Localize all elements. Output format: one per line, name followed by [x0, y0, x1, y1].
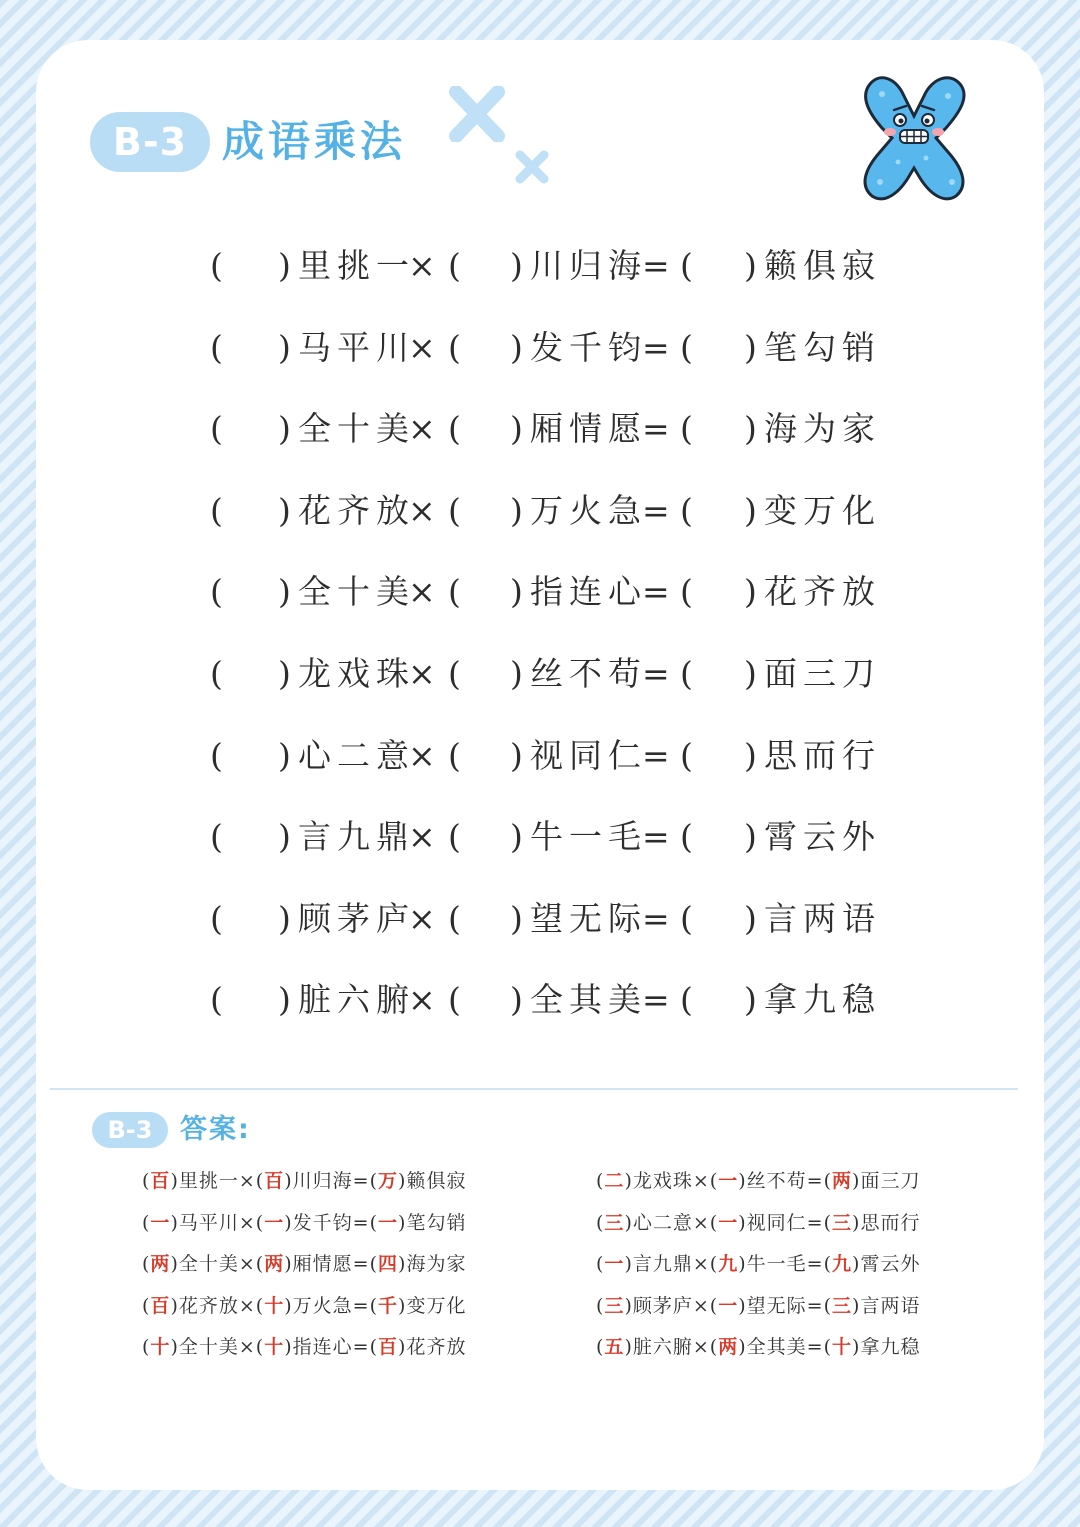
answer-text: (: [596, 1336, 605, 1358]
exercise-row: [210, 318, 910, 378]
answer-text: =: [806, 1253, 824, 1275]
idiom-b: 丝不苟: [530, 654, 647, 693]
answer-text: (: [142, 1170, 151, 1192]
answer-text: (: [596, 1170, 605, 1192]
answer-text: ): [852, 1211, 861, 1234]
answer-text: ): [624, 1211, 633, 1234]
idiom-b: 川归海: [530, 246, 647, 285]
answer-text: 发千钧: [292, 1211, 353, 1234]
blank-2[interactable]: ( ): [448, 246, 523, 285]
answer-text: ): [624, 1336, 633, 1358]
exercise-row: [210, 970, 910, 1030]
answer-text: ×: [238, 1294, 256, 1317]
idiom-a: 龙戏珠: [298, 654, 415, 693]
answer-text: ): [170, 1253, 179, 1275]
answer-text: ): [170, 1170, 179, 1192]
idiom-a: 全十美: [298, 409, 415, 449]
idiom-c: 面三刀: [764, 654, 881, 693]
times-sign: ×: [408, 654, 436, 693]
answer-text: (: [369, 1336, 379, 1358]
answer-text: ): [398, 1170, 407, 1192]
equals-sign: =: [642, 572, 670, 612]
answer-text: (: [709, 1211, 719, 1234]
answer-text: ): [738, 1211, 747, 1234]
answer-text: (: [255, 1170, 265, 1192]
answer-badge: B-3: [92, 1112, 168, 1148]
answer-text: (: [823, 1294, 833, 1317]
answer-text: ×: [692, 1336, 710, 1358]
answer-text: =: [806, 1170, 824, 1192]
answer-text: ): [284, 1336, 293, 1358]
answer-number: 三: [832, 1294, 853, 1317]
idiom-b: 发千钧: [530, 327, 647, 367]
x-mascot-icon: [852, 70, 976, 202]
idiom-c: 霄云外: [764, 817, 881, 857]
times-sign: ×: [408, 572, 436, 612]
equals-sign: =: [642, 246, 670, 285]
answer-text: ): [284, 1253, 293, 1275]
blank-3[interactable]: ( ): [680, 409, 757, 449]
answer-text: (: [709, 1336, 719, 1358]
blank-1[interactable]: ( ): [210, 490, 291, 530]
small-x-decoration-icon: [514, 150, 550, 184]
idiom-b: 牛一毛: [530, 817, 647, 857]
answer-text: ×: [238, 1336, 256, 1358]
answer-text: (: [823, 1170, 833, 1192]
answer-text: ): [170, 1336, 179, 1358]
answer-line: [596, 1332, 920, 1362]
answer-text: (: [709, 1253, 719, 1275]
times-sign: ×: [408, 409, 436, 449]
answer-number: 十: [264, 1294, 285, 1317]
exercise-row: [210, 644, 910, 704]
page-title: 成语乘法: [222, 117, 407, 166]
equals-sign: =: [642, 980, 670, 1020]
blank-2[interactable]: ( ): [448, 735, 523, 775]
blank-1[interactable]: ( ): [210, 735, 291, 775]
answer-text: ×: [692, 1294, 710, 1317]
idiom-b: 望无际: [530, 898, 647, 938]
idiom-a: 心二意: [298, 735, 415, 775]
idiom-c: 笔勾销: [764, 327, 881, 367]
answer-text: (: [255, 1253, 265, 1275]
idiom-a: 言九鼎: [298, 817, 415, 857]
answer-text: 霄云外: [860, 1253, 921, 1275]
answer-text: ): [624, 1170, 633, 1192]
blank-3[interactable]: ( ): [680, 980, 757, 1020]
answer-number: 一: [264, 1211, 285, 1234]
idiom-b: 全其美: [530, 980, 647, 1020]
blank-1[interactable]: ( ): [210, 898, 291, 938]
idiom-c: 海为家: [764, 409, 881, 449]
equals-sign: =: [642, 735, 670, 775]
answer-text: =: [352, 1294, 370, 1317]
answer-number: 十: [832, 1336, 853, 1358]
answer-text: (: [142, 1294, 151, 1317]
answer-text: 丝不苟: [746, 1170, 807, 1192]
answer-text: 籁俱寂: [406, 1170, 467, 1192]
answer-text: =: [806, 1294, 824, 1317]
blank-1[interactable]: ( ): [210, 654, 291, 693]
answer-text: 全其美: [746, 1336, 807, 1358]
blank-2[interactable]: ( ): [448, 817, 523, 857]
answer-number: 一: [150, 1211, 171, 1234]
answer-number: 三: [604, 1211, 625, 1234]
answer-text: 指连心: [292, 1336, 353, 1358]
answer-text: ×: [238, 1170, 256, 1192]
answer-line: [142, 1166, 466, 1196]
answer-line: [596, 1249, 920, 1279]
large-x-decoration-icon: [448, 86, 506, 142]
answer-text: ×: [692, 1170, 710, 1192]
answer-text: 厢情愿: [292, 1253, 353, 1275]
idiom-c: 花齐放: [764, 572, 881, 612]
answer-text: 思而行: [860, 1211, 921, 1234]
blank-1[interactable]: ( ): [210, 980, 291, 1020]
blank-2[interactable]: ( ): [448, 490, 523, 530]
answer-number: 一: [718, 1211, 739, 1234]
answer-text: (: [255, 1211, 265, 1234]
blank-3[interactable]: ( ): [680, 490, 757, 530]
idiom-c: 拿九稳: [764, 980, 881, 1020]
answer-line: [596, 1291, 920, 1321]
answer-text: 海为家: [406, 1253, 467, 1275]
idiom-b: 万火急: [530, 490, 647, 530]
answer-number: 十: [264, 1336, 285, 1358]
answer-text: (: [823, 1211, 833, 1234]
blank-2[interactable]: ( ): [448, 980, 523, 1020]
exercise-row: [210, 807, 910, 867]
answer-text: 视同仁: [746, 1211, 807, 1234]
answer-text: (: [596, 1294, 605, 1317]
answer-text: 万火急: [292, 1294, 353, 1317]
answer-number: 五: [604, 1336, 625, 1358]
blank-2[interactable]: ( ): [448, 898, 523, 938]
answer-text: (: [255, 1336, 265, 1358]
blank-1[interactable]: ( ): [210, 817, 291, 857]
times-sign: ×: [408, 490, 436, 530]
answer-number: 一: [718, 1170, 739, 1192]
blank-1[interactable]: ( ): [210, 327, 291, 367]
answer-text: 川归海: [292, 1170, 353, 1192]
times-sign: ×: [408, 246, 436, 285]
blank-2[interactable]: ( ): [448, 654, 523, 693]
answer-text: ): [738, 1170, 747, 1192]
answer-text: 变万化: [406, 1294, 467, 1317]
answer-text: ): [284, 1170, 293, 1192]
answer-text: 里挑一: [178, 1170, 239, 1192]
answer-number: 十: [150, 1336, 171, 1358]
answer-text: ): [398, 1294, 407, 1317]
answer-text: (: [142, 1211, 151, 1234]
answer-number: 万: [378, 1170, 399, 1192]
answer-text: 望无际: [746, 1294, 807, 1317]
answer-text: ): [398, 1253, 407, 1275]
blank-3[interactable]: ( ): [680, 735, 757, 775]
idiom-b: 视同仁: [530, 735, 647, 775]
idiom-a: 里挑一: [298, 246, 415, 285]
blank-3[interactable]: ( ): [680, 572, 757, 612]
blank-1[interactable]: ( ): [210, 246, 291, 285]
answer-text: (: [369, 1170, 379, 1192]
answer-number: 两: [150, 1253, 171, 1275]
idiom-a: 脏六腑: [298, 980, 415, 1020]
answer-number: 两: [718, 1336, 739, 1358]
answer-number: 一: [604, 1253, 625, 1275]
idiom-a: 花齐放: [298, 490, 415, 530]
answer-text: ): [852, 1336, 861, 1358]
answer-text: 花齐放: [406, 1336, 467, 1358]
equals-sign: =: [642, 654, 670, 693]
answer-text: ): [284, 1294, 293, 1317]
exercise-row: [210, 562, 910, 622]
equals-sign: =: [642, 898, 670, 938]
equals-sign: =: [642, 409, 670, 449]
idiom-a: 马平川: [298, 327, 415, 367]
answer-text: ): [738, 1294, 747, 1317]
times-sign: ×: [408, 327, 436, 367]
blank-3[interactable]: ( ): [680, 246, 757, 285]
answer-text: (: [369, 1211, 379, 1234]
answer-text: =: [352, 1253, 370, 1275]
answer-line: [142, 1332, 466, 1362]
answer-line: [596, 1166, 920, 1196]
answer-text: =: [352, 1336, 370, 1358]
answer-text: ×: [692, 1211, 710, 1234]
times-sign: ×: [408, 980, 436, 1020]
answer-text: ): [284, 1211, 293, 1234]
idiom-a: 全十美: [298, 572, 415, 612]
answer-text: 心二意: [632, 1211, 693, 1234]
answer-text: =: [806, 1336, 824, 1358]
answer-text: 笔勾销: [406, 1211, 467, 1234]
blank-1[interactable]: ( ): [210, 572, 291, 612]
idiom-c: 籁俱寂: [764, 246, 881, 285]
answer-text: (: [709, 1294, 719, 1317]
answer-text: ): [738, 1253, 747, 1275]
answer-text: ×: [238, 1211, 256, 1234]
blank-3[interactable]: ( ): [680, 898, 757, 938]
answer-text: 花齐放: [178, 1294, 239, 1317]
answer-line: [142, 1249, 466, 1279]
answer-text: (: [142, 1253, 151, 1275]
idiom-c: 思而行: [764, 735, 881, 775]
idiom-c: 言两语: [764, 898, 881, 938]
answer-text: (: [255, 1294, 265, 1317]
answer-number: 两: [832, 1170, 853, 1192]
answer-text: ): [852, 1170, 861, 1192]
answer-text: ): [170, 1211, 179, 1234]
answer-text: =: [352, 1211, 370, 1234]
answer-number: 一: [378, 1211, 399, 1234]
idiom-c: 变万化: [764, 490, 881, 530]
answer-number: 九: [718, 1253, 739, 1275]
answer-number: 三: [832, 1211, 853, 1234]
answer-text: 牛一毛: [746, 1253, 807, 1275]
answer-text: ): [398, 1336, 407, 1358]
answer-text: (: [596, 1253, 605, 1275]
blank-2[interactable]: ( ): [448, 409, 523, 449]
times-sign: ×: [408, 735, 436, 775]
blank-1[interactable]: ( ): [210, 409, 291, 449]
exercise-row: [210, 889, 910, 949]
answer-number: 百: [378, 1336, 399, 1358]
answer-line: [596, 1208, 920, 1238]
idiom-b: 厢情愿: [530, 409, 647, 449]
answer-text: (: [709, 1170, 719, 1192]
answer-text: 顾茅庐: [632, 1294, 693, 1317]
answer-text: 面三刀: [860, 1170, 921, 1192]
exercise-row: [210, 399, 910, 459]
answer-text: ): [624, 1294, 633, 1317]
answer-number: 四: [378, 1253, 399, 1275]
answer-number: 两: [264, 1253, 285, 1275]
blank-2[interactable]: ( ): [448, 572, 523, 612]
exercise-row: [210, 481, 910, 541]
answer-text: 龙戏珠: [632, 1170, 693, 1192]
answer-text: 言九鼎: [632, 1253, 693, 1275]
answer-line: [142, 1208, 466, 1238]
blank-3[interactable]: ( ): [680, 817, 757, 857]
answer-text: 脏六腑: [632, 1336, 693, 1358]
equals-sign: =: [642, 817, 670, 857]
answer-number: 千: [378, 1294, 399, 1317]
answer-text: 拿九稳: [860, 1336, 921, 1358]
answer-number: 二: [604, 1170, 625, 1192]
equals-sign: =: [642, 490, 670, 530]
answer-text: ×: [238, 1253, 256, 1275]
times-sign: ×: [408, 817, 436, 857]
answer-text: (: [369, 1253, 379, 1275]
answer-text: ): [852, 1294, 861, 1317]
exercise-row: [210, 236, 910, 296]
section-badge: B-3: [90, 112, 210, 172]
answer-number: 百: [264, 1170, 285, 1192]
idiom-a: 顾茅庐: [298, 898, 415, 938]
times-sign: ×: [408, 898, 436, 938]
answer-text: (: [369, 1294, 379, 1317]
answer-title: 答案:: [180, 1114, 251, 1145]
blank-3[interactable]: ( ): [680, 654, 757, 693]
answer-number: 一: [718, 1294, 739, 1317]
answer-text: 马平川: [178, 1211, 239, 1234]
exercise-row: [210, 726, 910, 786]
answer-number: 三: [604, 1294, 625, 1317]
answer-text: ×: [692, 1253, 710, 1275]
answer-text: ): [624, 1253, 633, 1275]
answer-text: (: [823, 1253, 833, 1275]
blank-2[interactable]: ( ): [448, 327, 523, 367]
answer-number: 百: [150, 1170, 171, 1192]
answer-text: 言两语: [860, 1294, 921, 1317]
answer-text: =: [352, 1170, 370, 1192]
idiom-b: 指连心: [530, 572, 647, 612]
answer-text: (: [596, 1211, 605, 1234]
blank-3[interactable]: ( ): [680, 327, 757, 367]
answer-text: ): [170, 1294, 179, 1317]
answer-text: 全十美: [178, 1336, 239, 1358]
answer-text: (: [142, 1336, 151, 1358]
answer-text: =: [806, 1211, 824, 1234]
answer-text: (: [823, 1336, 833, 1358]
answer-text: ): [398, 1211, 407, 1234]
answer-text: 全十美: [178, 1253, 239, 1275]
answer-number: 九: [832, 1253, 853, 1275]
answer-text: ): [852, 1253, 861, 1275]
answer-text: ): [738, 1336, 747, 1358]
answer-line: [142, 1291, 466, 1321]
section-divider: [50, 1088, 1018, 1090]
equals-sign: =: [642, 327, 670, 367]
answer-number: 百: [150, 1294, 171, 1317]
